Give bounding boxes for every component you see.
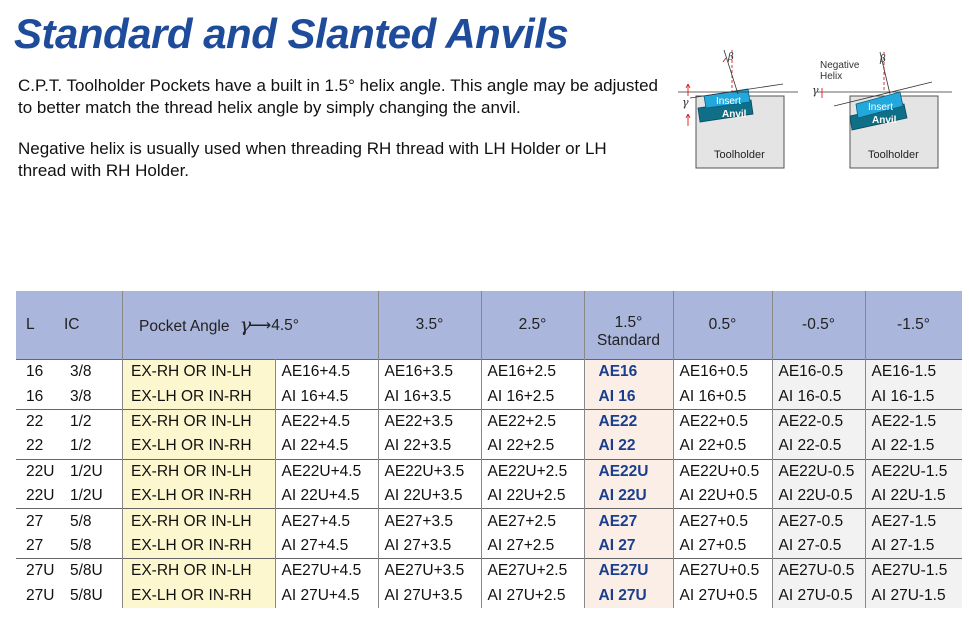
cell-a05: AE27U+0.5 <box>673 559 772 584</box>
cell-std: AI 27U <box>584 584 673 608</box>
gamma-label-right: γ <box>812 84 819 97</box>
cell-a25: AI 22U+2.5 <box>481 484 584 509</box>
insert-label: Insert <box>716 96 742 107</box>
table-row <box>16 559 962 584</box>
cell-a05: AI 27U+0.5 <box>673 584 772 608</box>
cell-L: 16 <box>26 387 44 405</box>
cell-am15: AE27-1.5 <box>865 509 962 534</box>
cell-pocket: EX-LH OR IN-RH <box>123 484 276 509</box>
cell-a05: AE22+0.5 <box>673 409 772 434</box>
page-title: Standard and Slanted Anvils <box>14 10 569 57</box>
negative-helix-diagram <box>812 48 962 178</box>
header-4-5: ⟶4.5° <box>275 291 378 360</box>
standard-anvil-diagram <box>668 48 818 178</box>
cell-a35: AI 22U+3.5 <box>378 484 481 509</box>
cell-am05: AI 27U-0.5 <box>772 584 865 608</box>
cell-am05: AE16-0.5 <box>772 360 865 385</box>
cell-a35: AE22U+3.5 <box>378 459 481 484</box>
cell-am15: AE22-1.5 <box>865 409 962 434</box>
cell-L: 22 <box>26 437 44 455</box>
cell-L: 27U <box>26 586 55 604</box>
cell-pocket: EX-RH OR IN-LH <box>123 559 276 584</box>
cell-am05: AE27U-0.5 <box>772 559 865 584</box>
table-row <box>16 534 962 559</box>
beta-label: β <box>728 52 734 63</box>
cell-a25: AI 16+2.5 <box>481 384 584 409</box>
cell-am05: AI 22-0.5 <box>772 434 865 459</box>
anvil-table <box>16 291 962 608</box>
table-row <box>16 459 962 484</box>
cell-IC: 1/2 <box>64 434 123 459</box>
cell-a45: AI 27U+4.5 <box>275 584 378 608</box>
table-row <box>16 434 962 459</box>
cell-a05: AI 22U+0.5 <box>673 484 772 509</box>
cell-IC: 5/8 <box>64 509 123 534</box>
cell-a35: AI 16+3.5 <box>378 384 481 409</box>
cell-a45: AE22+4.5 <box>275 409 378 434</box>
arrow-icon: ⟶ <box>249 316 272 334</box>
cell-am05: AE22-0.5 <box>772 409 865 434</box>
cell-a45: AE27+4.5 <box>275 509 378 534</box>
cell-a35: AE27U+3.5 <box>378 559 481 584</box>
table-row <box>16 409 962 434</box>
cell-a25: AE22U+2.5 <box>481 459 584 484</box>
cell-a45: AI 22U+4.5 <box>275 484 378 509</box>
header-neg-1-5: -1.5° <box>865 291 962 360</box>
cell-a45: AI 27+4.5 <box>275 534 378 559</box>
header-0-5: 0.5° <box>673 291 772 360</box>
header-neg-0-5: -0.5° <box>772 291 865 360</box>
cell-am15: AE27U-1.5 <box>865 559 962 584</box>
cell-a45: AI 16+4.5 <box>275 384 378 409</box>
cell-a45: AI 22+4.5 <box>275 434 378 459</box>
cell-a25: AE22+2.5 <box>481 409 584 434</box>
cell-L: 27U <box>16 559 64 584</box>
table-row <box>16 584 962 608</box>
cell-std: AI 16 <box>584 384 673 409</box>
cell-a25: AE27+2.5 <box>481 509 584 534</box>
table-row <box>16 509 962 534</box>
cell-pocket: EX-RH OR IN-LH <box>123 409 276 434</box>
cell-a05: AE27+0.5 <box>673 509 772 534</box>
cell-a45: AE16+4.5 <box>275 360 378 385</box>
cell-a45: AE27U+4.5 <box>275 559 378 584</box>
cell-am15: AE16-1.5 <box>865 360 962 385</box>
cell-IC: 1/2U <box>64 484 123 509</box>
cell-am05: AE22U-0.5 <box>772 459 865 484</box>
negative-label: Negative <box>820 60 860 71</box>
cell-L: 27 <box>16 509 64 534</box>
cell-IC: 3/8 <box>64 384 123 409</box>
table-row <box>16 384 962 409</box>
insert-label-right: Insert <box>868 102 894 113</box>
cell-am05: AI 22U-0.5 <box>772 484 865 509</box>
cell-am15: AE22U-1.5 <box>865 459 962 484</box>
table-row <box>16 484 962 509</box>
intro-paragraph-negative: Negative helix is usually used when threading RH thread with LH Holder or LH thread with RH Holder. <box>18 139 607 180</box>
cell-a25: AE27U+2.5 <box>481 559 584 584</box>
cell-a25: AI 22+2.5 <box>481 434 584 459</box>
gamma-label: γ <box>682 96 689 109</box>
toolholder-label-right: Toolholder <box>868 149 919 161</box>
cell-IC: 1/2U <box>64 459 123 484</box>
cell-std: AI 22U <box>584 484 673 509</box>
cell-std: AE27 <box>584 509 673 534</box>
cell-am15: AI 16-1.5 <box>865 384 962 409</box>
anvil-label-right: Anvil <box>872 115 897 126</box>
gamma-symbol: γ <box>239 314 252 336</box>
cell-am15: AI 27U-1.5 <box>865 584 962 608</box>
cell-pocket: EX-RH OR IN-LH <box>123 360 276 385</box>
cell-a05: AE22U+0.5 <box>673 459 772 484</box>
cell-a05: AI 22+0.5 <box>673 434 772 459</box>
header-2-5: 2.5° <box>481 291 584 360</box>
cell-a35: AI 27U+3.5 <box>378 584 481 608</box>
cell-pocket: EX-LH OR IN-RH <box>123 534 276 559</box>
cell-IC: 5/8U <box>64 584 123 608</box>
cell-pocket: EX-LH OR IN-RH <box>123 584 276 608</box>
cell-IC: 5/8U <box>64 559 123 584</box>
cell-am15: AI 27-1.5 <box>865 534 962 559</box>
header-ic: IC <box>64 291 123 360</box>
cell-a45: AE22U+4.5 <box>275 459 378 484</box>
cell-std: AE22U <box>584 459 673 484</box>
cell-L: 22U <box>26 487 55 505</box>
cell-std: AE22 <box>584 409 673 434</box>
cell-a25: AI 27+2.5 <box>481 534 584 559</box>
table-row <box>16 360 962 385</box>
cell-am05: AI 27-0.5 <box>772 534 865 559</box>
cell-pocket: EX-RH OR IN-LH <box>123 509 276 534</box>
header-pocket-angle: Pocket Angle γ <box>123 291 276 360</box>
cell-a35: AE16+3.5 <box>378 360 481 385</box>
cell-am15: AI 22U-1.5 <box>865 484 962 509</box>
header-standard: 1.5° Standard <box>584 291 673 360</box>
cell-std: AE27U <box>584 559 673 584</box>
cell-pocket: EX-RH OR IN-LH <box>123 459 276 484</box>
cell-a35: AI 27+3.5 <box>378 534 481 559</box>
cell-a05: AI 27+0.5 <box>673 534 772 559</box>
cell-a25: AI 27U+2.5 <box>481 584 584 608</box>
intro-paragraph-helix: C.P.T. Toolholder Pockets have a built in 1.5° helix angle. This angle may be adjusted to better match the thread helix angle by simply changing the anvil. <box>18 76 658 117</box>
cell-IC: 5/8 <box>64 534 123 559</box>
cell-std: AI 27 <box>584 534 673 559</box>
cell-a25: AE16+2.5 <box>481 360 584 385</box>
cell-am05: AI 16-0.5 <box>772 384 865 409</box>
cell-L: 22U <box>16 459 64 484</box>
anvil-label: Anvil <box>722 109 747 120</box>
cell-a35: AE22+3.5 <box>378 409 481 434</box>
cell-pocket: EX-LH OR IN-RH <box>123 384 276 409</box>
cell-a35: AE27+3.5 <box>378 509 481 534</box>
cell-L: 22 <box>16 409 64 434</box>
cell-L: 27 <box>26 536 44 554</box>
header-3-5: 3.5° <box>378 291 481 360</box>
cell-std: AI 22 <box>584 434 673 459</box>
cell-a05: AI 16+0.5 <box>673 384 772 409</box>
cell-L: 16 <box>26 363 44 381</box>
cell-am15: AI 22-1.5 <box>865 434 962 459</box>
cell-a35: AI 22+3.5 <box>378 434 481 459</box>
beta-label-right: β <box>880 54 886 65</box>
helix-label: Helix <box>820 71 843 82</box>
cell-am05: AE27-0.5 <box>772 509 865 534</box>
cell-std: AE16 <box>584 360 673 385</box>
cell-pocket: EX-LH OR IN-RH <box>123 434 276 459</box>
cell-IC: 1/2 <box>64 409 123 434</box>
cell-IC: 3/8 <box>64 360 123 385</box>
toolholder-label: Toolholder <box>714 149 765 161</box>
cell-a05: AE16+0.5 <box>673 360 772 385</box>
header-l: L <box>16 291 64 360</box>
